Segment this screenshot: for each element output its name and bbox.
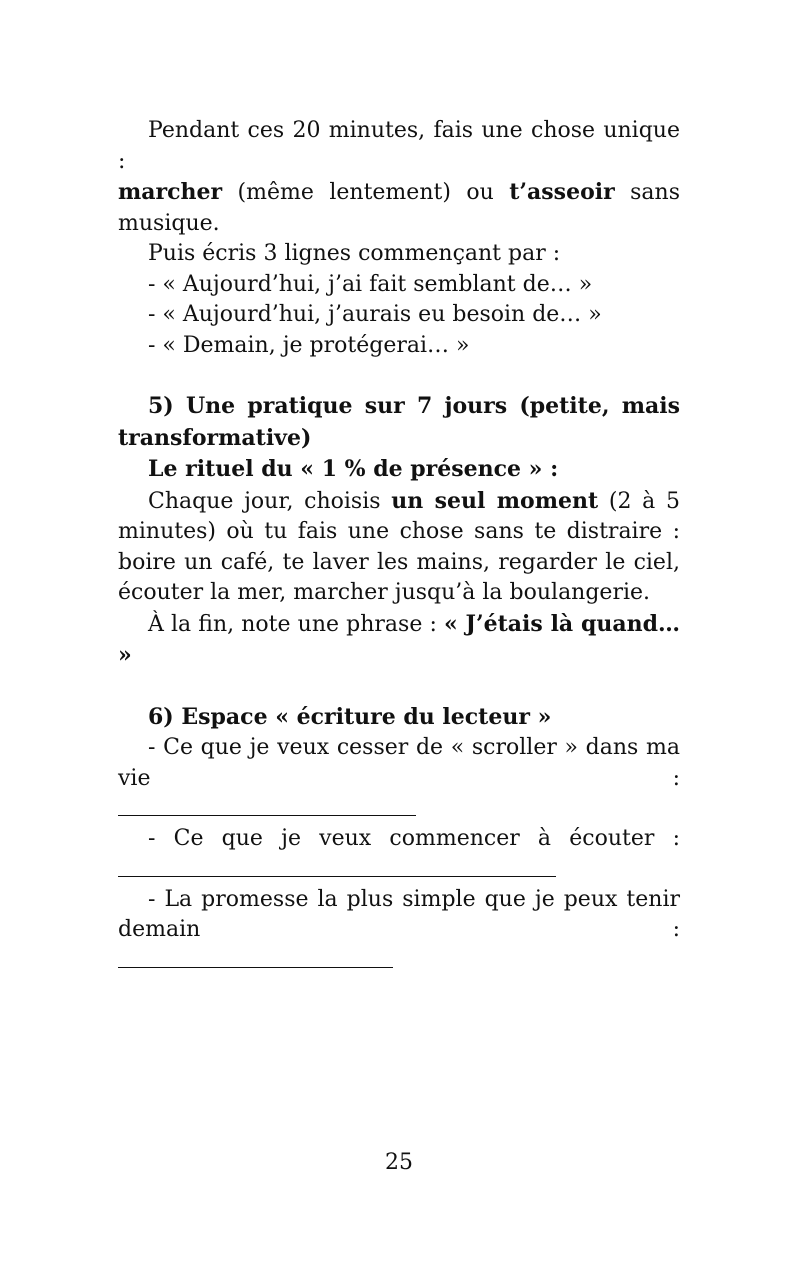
- intro-line-2: marcher (même lentement) ou t’asseoir sans musique.: [118, 179, 680, 236]
- section5-subheading: Le rituel du « 1 % de présence » :: [148, 456, 559, 482]
- spacer: [118, 672, 680, 702]
- intro-item-2: - « Aujourd’hui, j’aurais eu besoin de… »: [148, 302, 602, 327]
- section5-paragraph: Chaque jour, choisis un seul moment (2 à 5 minutes) où tu fais une chose sans te distraire : boire un café, te laver les mains, regarder le ciel, écouter la mer, marcher jusqu’à la boulangerie.: [118, 487, 680, 605]
- spacer: [118, 361, 680, 391]
- section5-closing: À la fin, note une phrase : « J’étais là quand… »: [118, 610, 680, 668]
- page-number: 25: [385, 1150, 413, 1175]
- prompt-3: - La promesse la plus simple que je peux tenir demain :: [118, 886, 680, 942]
- bold-marcher: marcher: [118, 179, 223, 205]
- intro-line-3: Puis écris 3 lignes commençant par :: [148, 241, 561, 266]
- bold-un-seul-moment: un seul moment: [391, 487, 599, 514]
- bold-jetais-la-quand: « J’étais là quand… »: [118, 610, 680, 668]
- bold-tasseoir: t’asseoir: [509, 179, 615, 205]
- intro-line-1: Pendant ces 20 minutes, fais une chose unique :: [118, 118, 680, 174]
- writing-line-3[interactable]: [118, 946, 680, 976]
- page-body: [118, 116, 680, 976]
- prompt-1: - Ce que je veux cesser de « scroller » dans ma vie :: [118, 735, 680, 791]
- intro-item-1: - « Aujourd’hui, j’ai fait semblant de… »: [148, 271, 593, 297]
- section5-heading: 5) Une pratique sur 7 jours (petite, mais transformative): [118, 393, 680, 451]
- writing-line-1[interactable]: [118, 794, 680, 824]
- section6-heading: 6) Espace « écriture du lecteur »: [148, 703, 552, 730]
- intro-item-3: - « Demain, je protégerai… »: [148, 332, 470, 358]
- prompt-2: - Ce que je veux commencer à écouter :: [148, 826, 680, 851]
- writing-line-2[interactable]: [118, 855, 680, 885]
